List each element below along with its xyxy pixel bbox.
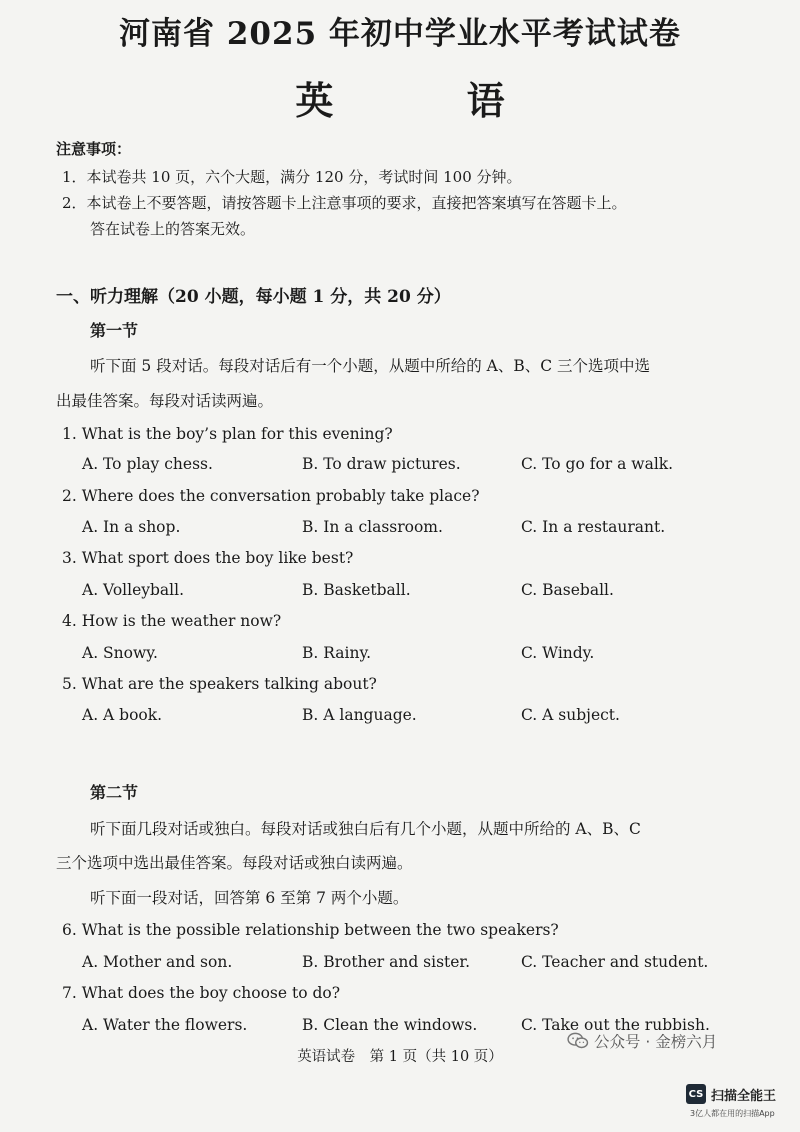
subject-title: 英 语	[295, 78, 565, 123]
option-5a: A. A book.	[82, 706, 163, 724]
option-4c: C. Windy.	[521, 644, 595, 662]
wechat-icon	[567, 1032, 589, 1050]
note-item-1: 1．本试卷共 10 页，六个大题，满分 120 分，考试时间 100 分钟。	[62, 168, 522, 186]
watermark	[567, 1030, 717, 1052]
part2-heading: 第二节	[90, 783, 139, 802]
part1-instruction-cont: 出最佳答案。每段对话读两遍。	[56, 392, 274, 410]
scanner-app-name: 扫描全能王	[711, 1088, 777, 1104]
watermark-text: 公众号 · 金榜六月	[594, 1033, 718, 1051]
option-4b: B. Rainy.	[302, 644, 372, 662]
option-4a: A. Snowy.	[82, 644, 158, 662]
option-6a: A. Mother and son.	[82, 953, 233, 971]
option-3a: A. Volleyball.	[82, 581, 184, 599]
option-5c: C. A subject.	[521, 706, 620, 724]
scanner-badge	[686, 1084, 776, 1104]
exam-title: 河南省 2025 年初中学业水平考试试卷	[119, 16, 681, 52]
option-7c: C. Take out the rubbish.	[521, 1016, 710, 1034]
notes-heading: 注意事项：	[56, 140, 132, 158]
option-2a: A. In a shop.	[82, 518, 181, 536]
note-item-2-cont: 答在试卷上的答案无效。	[90, 220, 256, 238]
question-4: 4. How is the weather now?	[62, 612, 282, 630]
cs-logo-icon: CS	[686, 1084, 706, 1104]
question-5: 5. What are the speakers talking about?	[62, 675, 377, 693]
part2-instruction-cont: 三个选项中选出最佳答案。每段对话或独白读两遍。	[56, 854, 413, 872]
scanner-tagline: 3亿人都在用的扫描App	[690, 1109, 775, 1118]
option-2b: B. In a classroom.	[302, 518, 443, 536]
option-3c: C. Baseball.	[521, 581, 614, 599]
option-2c: C. In a restaurant.	[521, 518, 666, 536]
page-footer: 英语试卷 第 1 页（共 10 页）	[297, 1049, 503, 1065]
part2-sub-instruction: 听下面一段对话，回答第 6 至第 7 两个小题。	[90, 889, 409, 907]
option-1c: C. To go for a walk.	[521, 455, 674, 473]
option-1b: B. To draw pictures.	[302, 455, 461, 473]
part2-instruction: 听下面几段对话或独白。每段对话或独白后有几个小题，从题中所给的 A、B、C	[90, 820, 641, 838]
question-6: 6. What is the possible relationship between the two speakers?	[62, 921, 559, 939]
question-3: 3. What sport does the boy like best?	[62, 549, 354, 567]
part1-heading: 第一节	[90, 321, 139, 340]
part1-instruction: 听下面 5 段对话。每段对话后有一个小题，从题中所给的 A、B、C 三个选项中选	[90, 357, 651, 375]
section-heading: 一、听力理解（20 小题，每小题 1 分，共 20 分）	[56, 287, 451, 307]
option-5b: B. A language.	[302, 706, 417, 724]
note-item-2: 2．本试卷上不要答题，请按答题卡上注意事项的要求，直接把答案填写在答题卡上。	[62, 194, 627, 212]
option-6c: C. Teacher and student.	[521, 953, 709, 971]
question-1: 1. What is the boy’s plan for this evening?	[62, 425, 393, 443]
question-2: 2. Where does the conversation probably take place?	[62, 487, 480, 505]
question-7: 7. What does the boy choose to do?	[62, 984, 341, 1002]
option-7b: B. Clean the windows.	[302, 1016, 478, 1034]
option-1a: A. To play chess.	[82, 455, 213, 473]
option-3b: B. Basketball.	[302, 581, 411, 599]
option-7a: A. Water the flowers.	[82, 1016, 248, 1034]
option-6b: B. Brother and sister.	[302, 953, 471, 971]
